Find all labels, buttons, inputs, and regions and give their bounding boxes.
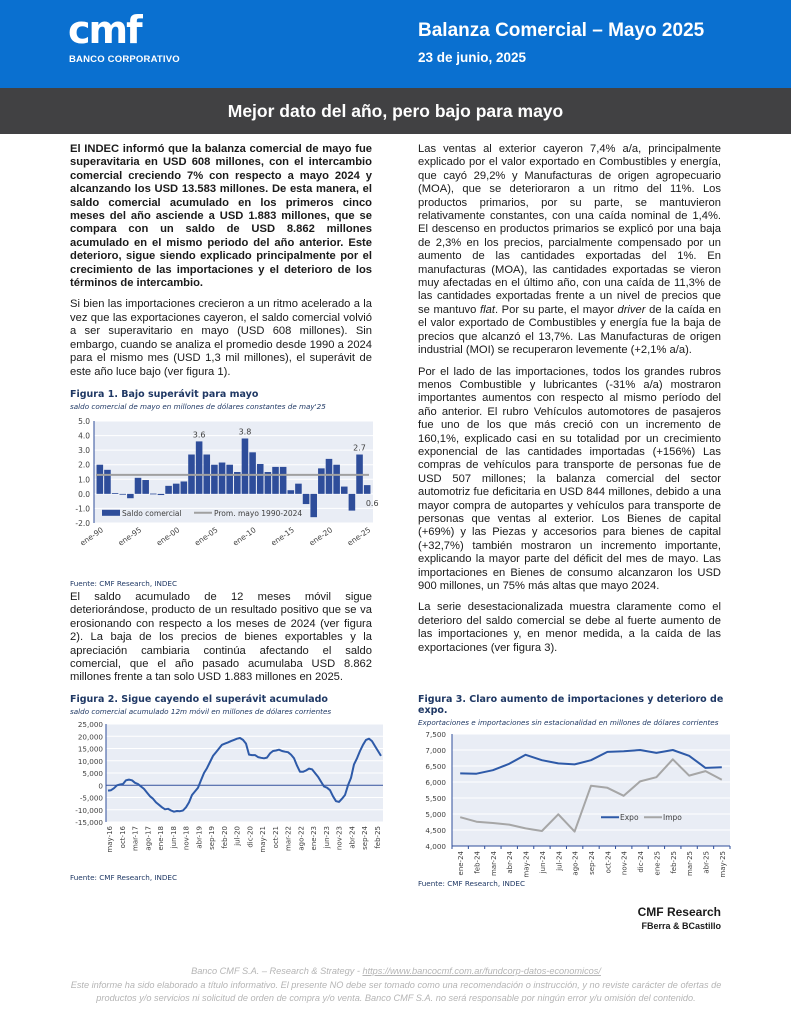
bar [226,465,233,494]
figure-2-subtitle: saldo comercial acumulado 12m móvil en millones de dólares corrientes [70,707,332,716]
data-label: 2.7 [353,443,366,453]
y-tick-label: 5,000 [425,810,446,819]
figure-2-source: Fuente: CMF Research, INDEC [70,873,177,882]
y-tick-label: 2.0 [78,460,90,470]
y-tick-label: 0 [98,781,103,791]
y-tick-label: -5,000 [79,793,103,803]
x-tick-label: oct-21 [271,826,280,849]
x-tick-label: ago-24 [571,851,580,876]
y-tick-label: 7,000 [425,746,446,755]
x-tick-label: may-16 [106,826,114,853]
y-tick-label: 1.0 [78,475,90,485]
bar [303,494,310,504]
y-tick-label: 10,000 [77,756,103,766]
footer-link[interactable]: https://www.bancocmf.com.ar/fundcorp-datos-economicos/ [362,966,601,976]
cmf-logo: cmf [68,8,141,52]
x-tick-label: abr-19 [195,826,204,849]
x-tick-label: ene-10 [231,525,258,548]
flat-term: flat [480,303,495,316]
x-tick-label: ene-18 [157,826,166,851]
y-tick-label: 4.0 [78,431,90,441]
paragraph-imports-exports: Si bien las importaciones crecieron a un ritmo acelerado a la vez que las exportaciones cayeron, el saldo comercial volvió a ser superavitario en mayo (USD 608 millones). Sin embargo, cuando se analiza el promedio desde 1990 a 2024 para el mismo mes (USD 1,3 mil millones), el superávit de este año luce bajo (ver figura 1). [70,298,372,378]
logo-subtitle: BANCO CORPORATIVO [69,54,180,65]
legend-label: Expo [620,813,639,823]
bar [150,494,157,495]
legend-label: Prom. mayo 1990-2024 [214,508,303,518]
x-tick-label: ene-23 [310,826,319,851]
x-tick-label: nov-18 [182,826,191,851]
x-tick-label: oct-16 [118,826,127,849]
y-tick-label: 0.0 [78,489,90,499]
bar [341,487,348,494]
x-tick-label: feb-24 [473,851,482,874]
x-tick-label: ene-00 [154,525,182,548]
paragraph-exports [418,143,721,358]
figure-3-subtitle: Exportaciones e importaciones sin estacionalidad en millones de dólares corrientes [418,718,719,727]
legend-label: Impo [663,813,682,823]
figure-3 [418,694,733,888]
x-tick-label: ene-90 [78,525,105,548]
bar [112,493,119,494]
bar [127,494,134,498]
bar [333,465,340,494]
x-tick-label: dic-24 [637,851,646,873]
bar [257,464,264,494]
x-tick-label: may-24 [522,851,531,878]
x-tick-label: oct-24 [604,851,613,874]
paragraph-seasonal: La serie desestacionalizada muestra claramente como el deterioro del saldo comercial se debe al fuerte aumento de las importaciones y, en menor medida, a la caída de las exportaciones (ver figura 3). [418,601,721,654]
x-tick-label: mar-17 [131,826,140,851]
exports-text-b: . Por su parte, el mayor [494,303,618,316]
x-tick-label: feb-20 [220,826,229,849]
x-tick-label: mar-22 [284,826,293,851]
x-tick-label: ene-15 [269,525,296,548]
exports-text-c: de la caída en el valor exportado de Combustibles y energía fue la baja de precios que alcanzó el 13,7%. Las Manufacturas de origen industrial (MOI) se recuperaron levemente (+2,1% a/a). [418,303,721,357]
figure-1-chart [70,413,390,573]
bar [135,478,142,494]
x-tick-label: jun-24 [538,851,547,874]
y-tick-label: 6,000 [425,778,446,787]
x-tick-label: abr-24 [348,826,357,849]
bar [211,465,218,494]
figure-3-title: Figura 3. Claro aumento de importaciones y deterioro de expo. [418,694,724,716]
signature [638,905,721,931]
bar [242,438,249,493]
report-date: 23 de junio, 2025 [418,50,527,65]
x-tick-label: may-25 [718,851,727,878]
plot-area [452,734,730,846]
report-title: Balanza Comercial – Mayo 2025 [418,20,705,41]
bar [173,484,180,494]
figure-1 [70,389,390,588]
x-tick-label: nov-24 [620,851,629,876]
x-tick-label: nov-23 [335,826,344,851]
bar [104,470,111,494]
x-tick-label: abr-25 [702,851,711,874]
bar [310,494,317,517]
paragraph-accumulated: El saldo acumulado de 12 meses móvil sigue deteriorándose, producto de un resultado positivo que se va erosionando con respecto a los meses de 2024 (ver figura 2). La baja de los precios de bienes exportables y la apreciación cambiaria continúa afectando el saldo comercial, que el año pasado acumulaba USD 8.862 millones frente a tan solo USD 1.883 millones en 2025. [70,591,372,684]
x-tick-label: feb-25 [373,826,382,849]
driver-term: driver [617,303,646,316]
figure-2-title: Figura 2. Sigue cayendo el superávit acumulado [70,694,328,705]
bar [158,494,165,495]
left-column-lower [70,591,372,693]
x-tick-label: sep-19 [208,826,217,850]
bar [349,494,356,511]
summary-paragraph: El INDEC informó que la balanza comercial de mayo fue superavitaria en USD 608 millones, con el intercambio comercial creciendo 7% con respecto a mayo 2024 y alcanzando los USD 13.583 millones. De esta manera, el saldo comercial acumulado en los primeros cinco meses del año asciende a USD 1.883 millones, que se compara con un saldo de USD 8.862 millones acumulado en el mismo periodo del año anterior. Este deterioro, sigue siendo explicado principalmente por el crecimiento de las importaciones y el deterioro de los términos de intercambio. [70,143,372,290]
x-tick-label: sep-24 [588,851,596,875]
signature-team: CMF Research [637,905,721,919]
bar [165,486,172,494]
y-tick-label: 5,500 [425,794,446,803]
x-tick-label: jun-23 [322,826,331,849]
y-tick-label: -1.0 [75,504,90,514]
bar [97,465,104,494]
right-column [418,143,721,663]
legend-swatch-bars [102,510,120,516]
y-tick-label: -10,000 [75,805,103,815]
bar [295,484,302,494]
legend-label: Saldo comercial [122,508,182,518]
figure-2 [70,694,400,882]
bar [219,463,226,494]
bar [249,452,256,494]
figure-2-chart [70,718,400,863]
x-tick-label: ene-05 [192,525,220,548]
x-tick-label: ene-20 [307,525,335,548]
x-tick-label: ago-22 [297,826,306,851]
y-tick-label: -15,000 [75,818,103,827]
bar [326,459,333,494]
bar [288,490,295,494]
y-tick-label: 4,500 [425,826,446,835]
x-tick-label: may-21 [259,826,268,853]
footer [70,965,722,1006]
x-tick-label: jul-20 [233,826,242,846]
x-tick-label: mar-25 [686,851,695,876]
x-tick-label: ene-25 [653,851,662,876]
bar [181,481,188,493]
y-tick-label: 5,000 [82,769,103,778]
bar [280,467,287,494]
x-tick-label: feb-25 [669,851,678,874]
paragraph-imports: Por el lado de las importaciones, todos los grandes rubros menos Combustible y lubricantes (-31% a/a) mostraron importantes aumentos con respecto al mismo período del año anterior. El rubro Vehículos automotores de pasajeros fue uno de los que más creció con un incremento de 160,1%, explicado casi en su totalidad por un crecimiento exponencial de las cantidades importadas (+156%) Las compras de vehículos para transporte de personas fue de USD 507 millones; la balanza comercial del sector automotriz fue deficitaria en USD 844 millones, debido a una mayor compra de autopartes y vehículos para transporte de personas que ventas al exterior. Los Bienes de capital (+69%) y las Piezas y accesorios para bienes de capital (+32,7%) también mostraron un incremento importante, explicando la mayor parte del déficit del mes de mayo. Las importaciones en Bienes de consumo alcanzaron los USD 900 millones, un 75% más altas que mayo 2024. [418,365,721,592]
data-label: 3.8 [238,427,252,437]
figure-3-source: Fuente: CMF Research, INDEC [418,879,525,888]
y-tick-label: 6,500 [425,762,446,771]
y-tick-label: 7,500 [425,730,446,739]
bar [119,494,126,495]
x-tick-label: jun-18 [169,826,178,849]
y-tick-label: -2.0 [75,519,90,528]
data-label: 3.6 [192,430,206,440]
exports-text-a: Las ventas al exterior cayeron 7,4% a/a, principalmente explicado por el valor exportado en Combustibles y energía, que cayó 29,2% y Manufacturas de origen agropecuario (MOA), que se deterioraron a un ritmo del 11%. Los productos primarios, por su parte, se mantuvieron relativamente constantes, con una caída nominal de 1,4%. El descenso en productos primarios se explicó por una baja de 2,3% en los precios, parcialmente compensado por un aumento de las cantidades exportadas del 1%. En manufacturas (MOA), las cantidades exportadas se vieron muy afectadas en el último año, con una caída de 11,3% de las cantidades exportadas frente a un nivel de precios que se mantuvo [418,143,721,316]
x-tick-label: ene-95 [116,525,144,548]
signature-authors: FBerra & BCastillo [641,921,721,931]
figure-3-chart [418,728,733,878]
footer-prefix: Banco CMF S.A. – Research & Strategy - [191,966,363,976]
x-tick-label: abr-24 [506,851,515,874]
footer-disclaimer: Este informe ha sido elaborado a título informativo. El presente NO debe ser tomado como una recomendación o instrucción, y no reviste carácter de ofertas de productos y/o servicios ni solicitud de orden de compra y/o venta. Banco CMF S.A. no será responsable por ningún error y/u omisión del contenido. [70,979,722,1003]
y-tick-label: 25,000 [77,720,103,729]
y-tick-label: 4,000 [425,842,446,851]
y-tick-label: 15,000 [77,744,103,754]
y-tick-label: 20,000 [77,732,103,742]
x-tick-label: ene-24 [457,851,466,876]
bar [196,441,203,493]
y-tick-label: 5.0 [78,417,90,426]
bar [142,480,149,494]
figure-1-subtitle: saldo comercial de mayo en millones de dólares constantes de may'25 [70,402,326,411]
x-tick-label: dic-20 [246,826,255,848]
figure-1-source: Fuente: CMF Research, INDEC [70,579,177,588]
bar [364,485,371,494]
y-tick-label: 3.0 [78,446,90,456]
x-tick-label: ene-25 [345,525,373,548]
x-tick-label: sep-24 [361,826,370,850]
x-tick-label: ago-17 [144,826,153,851]
x-tick-label: mar-24 [489,851,498,876]
figure-1-title: Figura 1. Bajo superávit para mayo [70,389,259,400]
bar [318,468,325,494]
left-column [70,143,372,387]
x-tick-label: jul-24 [555,851,564,871]
footer-line-1 [70,965,722,979]
headline: Mejor dato del año, pero bajo para mayo [227,101,564,121]
bar [272,467,279,494]
data-label: 0.6 [365,498,379,508]
